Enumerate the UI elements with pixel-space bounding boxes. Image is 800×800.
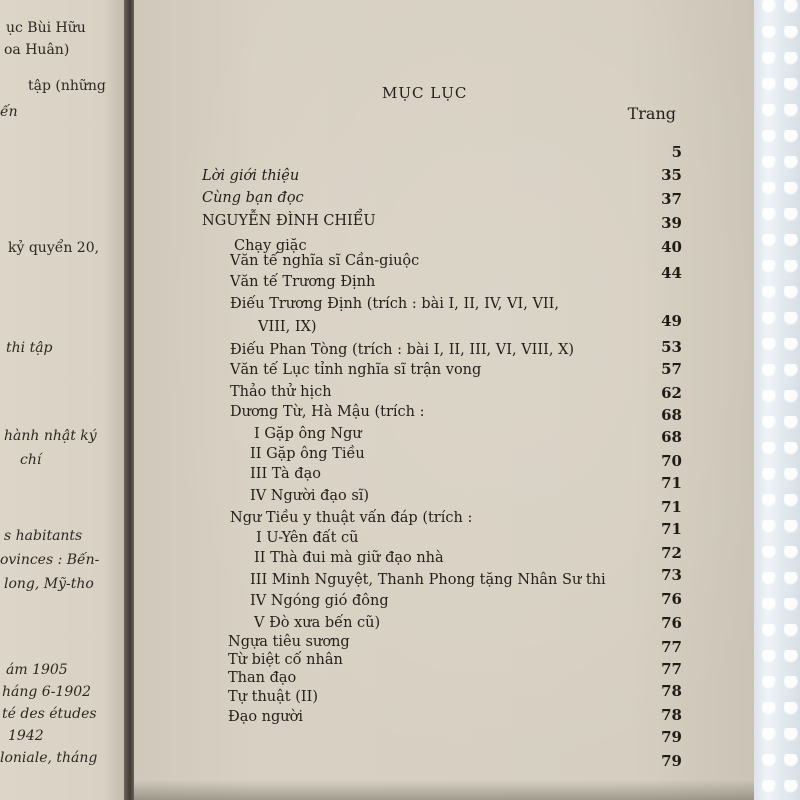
left-page-text-fragment: hành nhật ký [4,428,97,444]
toc-page-number: 76 [661,614,682,632]
left-page-text-fragment: chí [20,452,42,468]
toc-entry: II Thà đui mà giữ đạo nhà [254,550,444,566]
toc-entry: III Tà đạo [250,466,321,482]
left-page-text-fragment: oa Huân) [4,42,70,58]
toc-page-number: 79 [661,728,682,746]
left-page-text-fragment: s habitants [4,528,83,544]
left-page-text-fragment: loniale, tháng [0,750,98,766]
toc-entry: Văn tế Trương Định [230,274,376,290]
toc-entry: II Gặp ông Tiều [250,446,365,462]
toc-page-number: 40 [661,238,682,256]
toc-entry: Điếu Trương Định (trích : bài I, II, IV, VI, VII, [230,296,559,312]
toc-page-number: 49 [661,312,682,330]
table-of-contents-page [134,0,754,800]
toc-entry: Ngựa tiêu sương [228,634,350,650]
left-page [0,0,128,800]
toc-heading: MỤC LỤC [382,84,468,102]
left-page-text-fragment: ám 1905 [6,662,68,678]
left-page-text-fragment: ục Bùi Hữu [6,20,86,36]
page-shadow [134,780,754,800]
toc-page-number: 77 [661,660,682,678]
toc-entry: Tự thuật (II) [228,689,318,705]
toc-page-number: 44 [661,264,682,282]
toc-page-number: 71 [661,520,682,538]
toc-entry: Thảo thử hịch [230,384,332,400]
toc-entry: Cùng bạn đọc [202,190,304,206]
left-page-text-fragment: ovinces : Bến- [0,552,100,568]
toc-page-number: 78 [661,682,682,700]
left-page-text-fragment: kỷ quyển 20, [8,240,100,256]
toc-entry: Lời giới thiệu [202,168,300,184]
toc-page-number: 35 [661,166,682,184]
toc-entry: Đạo người [228,709,304,725]
toc-entry: Than đạo [228,670,297,686]
toc-page-number: 5 [671,143,682,161]
toc-entry: Văn tế nghĩa sĩ Cần-giuộc [230,253,420,269]
toc-page-number: 72 [661,544,682,562]
toc-page-number: 79 [661,752,682,770]
toc-page-number: 78 [661,706,682,724]
toc-page-number: 62 [661,384,682,402]
page-column-header: Trang [627,104,676,123]
toc-page-number: 71 [661,498,682,516]
left-page-text-fragment: tập (những [28,78,106,94]
toc-entry: Từ biệt cố nhân [228,652,343,668]
toc-entry: I Gặp ông Ngư [254,426,362,442]
toc-entry: Ngư Tiều y thuật vấn đáp (trích : [230,510,473,526]
toc-entry: Chạy giặc [234,238,307,254]
left-page-text-fragment: long, Mỹ-tho [4,576,94,592]
toc-entry: IV Người đạo sĩ) [250,488,370,504]
toc-page-number: 73 [661,566,682,584]
toc-page-number: 68 [661,428,682,446]
toc-entry: Điếu Phan Tòng (trích : bài I, II, III, VI, VIII, X) [230,342,575,358]
toc-entry: V Đò xưa bến cũ) [254,615,381,631]
toc-entry: Dương Từ, Hà Mậu (trích : [230,404,425,420]
toc-page-number: 39 [661,214,682,232]
toc-page-number: 71 [661,474,682,492]
toc-page-number: 76 [661,590,682,608]
toc-entry: NGUYỄN ĐÌNH CHIỂU [202,213,376,229]
left-page-text-fragment: té des études [2,706,97,722]
toc-page-number: 57 [661,360,682,378]
toc-entry: VIII, IX) [258,319,317,335]
left-page-text-fragment: 1942 [8,728,44,744]
toc-page-number: 53 [661,338,682,356]
toc-entry: III Minh Nguyệt, Thanh Phong tặng Nhân Sư thi [250,572,606,588]
left-page-text-fragment: háng 6-1902 [2,684,92,700]
toc-entry: IV Ngóng gió đông [250,593,389,609]
left-page-text-fragment: ến [0,104,18,120]
toc-entry: Văn tế Lục tỉnh nghĩa sĩ trận vong [230,362,482,378]
toc-entry: I U-Yên đất cũ [256,530,359,546]
left-page-text-fragment: thi tập [6,340,53,356]
toc-page-number: 70 [661,452,682,470]
toc-page-number: 68 [661,406,682,424]
toc-page-number: 77 [661,638,682,656]
toc-page-number: 37 [661,190,682,208]
